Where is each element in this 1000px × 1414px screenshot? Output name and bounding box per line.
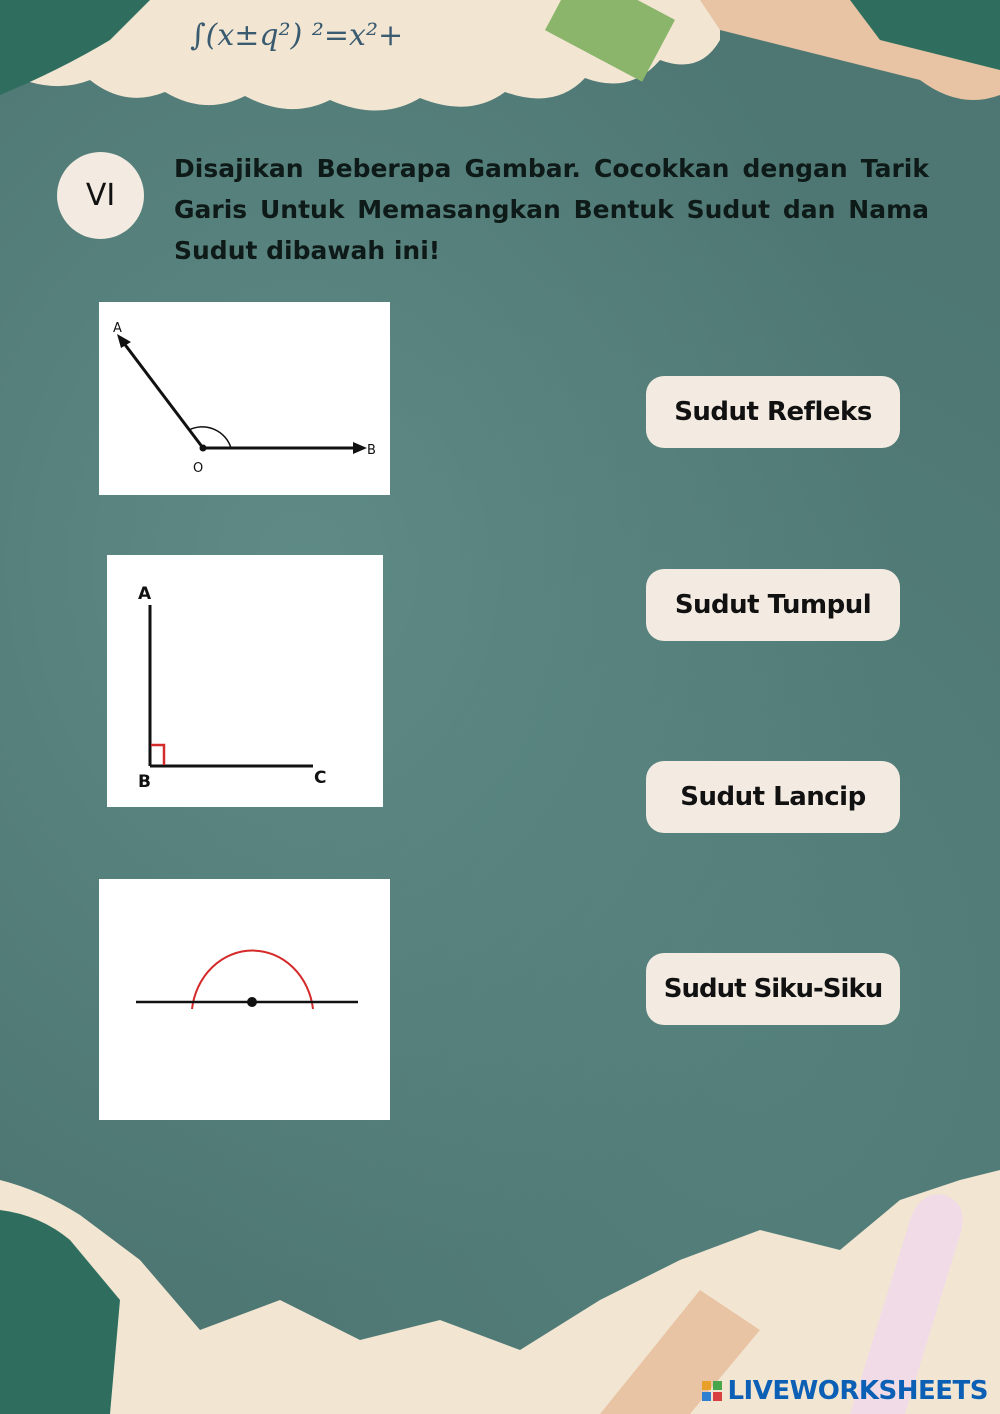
figure-obtuse-angle[interactable] [99,302,390,495]
arrow-b-icon [353,442,367,454]
obtuse-angle-drawing [99,302,390,495]
question-number-badge: VI [57,152,144,239]
label-c: C [314,768,327,788]
option-sudut-siku-siku[interactable]: Sudut Siku-Siku [646,953,900,1025]
figure-straight-angle[interactable] [99,879,390,1120]
label-b: B [138,772,151,792]
liveworksheets-logo [701,1376,988,1406]
label-o: O [193,461,204,476]
arrow-a-icon [117,334,131,348]
label-b: B [367,443,376,458]
vertex-dot [200,445,207,452]
vertex-dot [247,997,257,1007]
chalk-formula: ∫(x±q²) ²=x²+ [190,18,404,53]
straight-angle-drawing [99,879,390,1120]
ray-oa [123,342,203,448]
right-angle-drawing [107,555,383,807]
option-sudut-tumpul[interactable]: Sudut Tumpul [646,569,900,641]
liveworksheets-icon [701,1380,723,1402]
right-angle-mark [151,745,164,765]
figure-right-angle[interactable] [107,555,383,807]
option-sudut-refleks[interactable]: Sudut Refleks [646,376,900,448]
question-instruction: Disajikan Beberapa Gambar. Cocokkan dengan Tarik Garis Untuk Memasangkan Bentuk Sudut dan Nama Sudut dibawah ini! [174,154,929,265]
brand-text: LIVEWORKSHEETS [727,1376,988,1406]
label-a: A [138,584,152,604]
option-sudut-lancip[interactable]: Sudut Lancip [646,761,900,833]
label-a: A [113,321,122,336]
